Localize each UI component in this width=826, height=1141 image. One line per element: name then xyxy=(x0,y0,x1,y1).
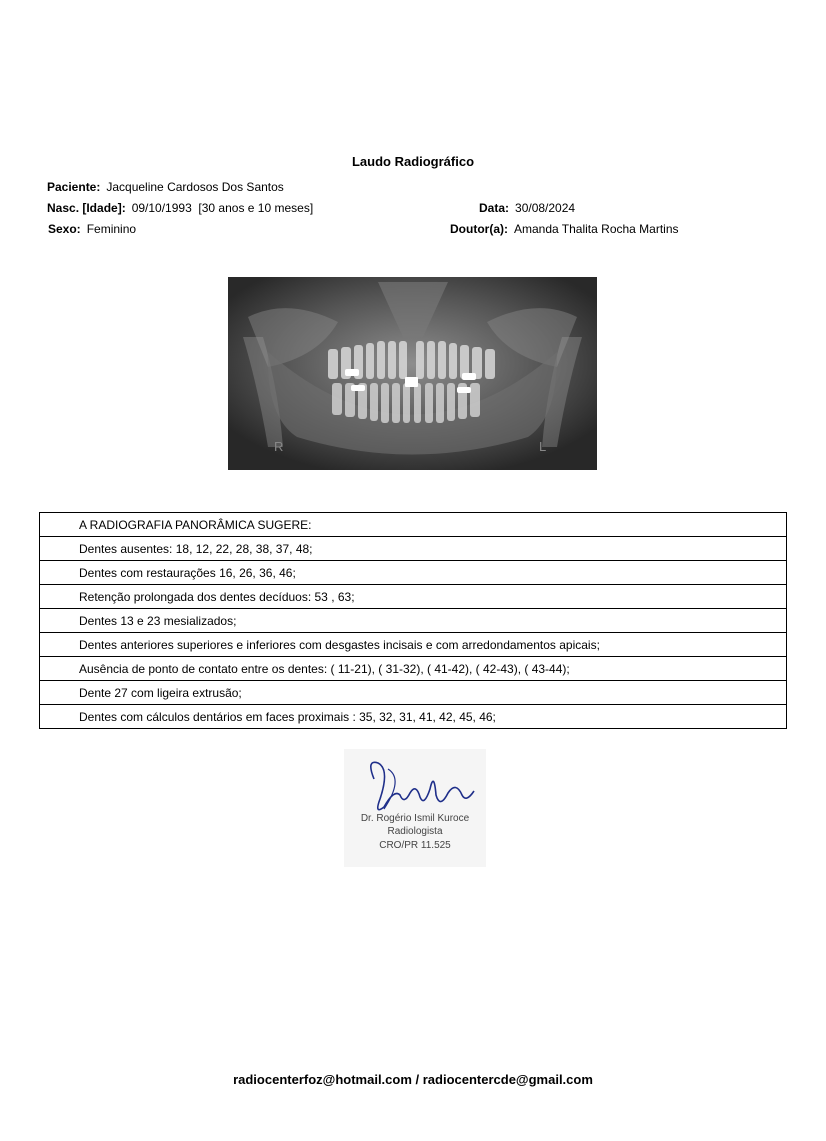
signature-registration: CRO/PR 11.525 xyxy=(379,840,451,851)
findings-header: A RADIOGRAFIA PANORÂMICA SUGERE: xyxy=(40,513,787,537)
sex-label: Sexo: xyxy=(48,222,81,236)
table-row xyxy=(40,561,787,585)
table-row xyxy=(40,681,787,705)
finding-item: Ausência de ponto de contato entre os dentes: ( 11-21), ( 31-32), ( 41-42), ( 42-43), ( 43-44); xyxy=(40,657,787,681)
doctor-row xyxy=(450,222,679,236)
birth-label: Nasc. [Idade]: xyxy=(47,201,126,215)
signature-role: Radiologista xyxy=(387,826,443,837)
signature-name: Dr. Rogério Ismil Kuroce xyxy=(360,813,470,824)
doctor-value: Amanda Thalita Rocha Martins xyxy=(513,222,679,236)
birth-row xyxy=(47,201,313,215)
signature-stamp xyxy=(344,749,486,867)
date-label: Data: xyxy=(479,201,510,215)
table-row xyxy=(40,657,787,681)
finding-item: Dentes ausentes: 18, 12, 22, 28, 38, 37, 48; xyxy=(40,537,787,561)
table-row xyxy=(40,585,787,609)
date-value: 30/08/2024 xyxy=(515,201,576,215)
patient-name: Jacqueline Cardosos Dos Santos xyxy=(106,180,284,194)
finding-item: Retenção prolongada dos dentes decíduos: 53 , 63; xyxy=(40,585,787,609)
table-row xyxy=(40,537,787,561)
finding-item: Dentes 13 e 23 mesializados; xyxy=(40,609,787,633)
table-row xyxy=(40,705,787,729)
patient-name-label: Paciente: xyxy=(47,180,101,194)
sex-value: Feminino xyxy=(86,222,137,236)
date-row xyxy=(479,201,575,215)
xray-right-marker: R xyxy=(274,439,284,454)
birth-value: 09/10/1993 [30 anos e 10 meses] xyxy=(131,201,314,215)
panoramic-xray-image xyxy=(228,277,597,470)
sex-row xyxy=(48,222,136,236)
patient-name-row xyxy=(47,180,284,194)
footer-emails: radiocenterfoz@hotmail.com / radiocentercde@gmail.com xyxy=(233,1072,593,1087)
finding-item: Dentes com cálculos dentários em faces proximais : 35, 32, 31, 41, 42, 45, 46; xyxy=(40,705,787,729)
finding-item: Dentes com restaurações 16, 26, 36, 46; xyxy=(40,561,787,585)
table-row xyxy=(40,609,787,633)
finding-item: Dente 27 com ligeira extrusão; xyxy=(40,681,787,705)
table-row xyxy=(40,513,787,537)
report-title: Laudo Radiográfico xyxy=(351,154,475,169)
findings-table xyxy=(39,512,787,729)
table-row xyxy=(40,633,787,657)
doctor-label: Doutor(a): xyxy=(450,222,508,236)
xray-left-marker: L xyxy=(539,439,547,454)
finding-item: Dentes anteriores superiores e inferiores com desgastes incisais e com arredondamentos apicais; xyxy=(40,633,787,657)
